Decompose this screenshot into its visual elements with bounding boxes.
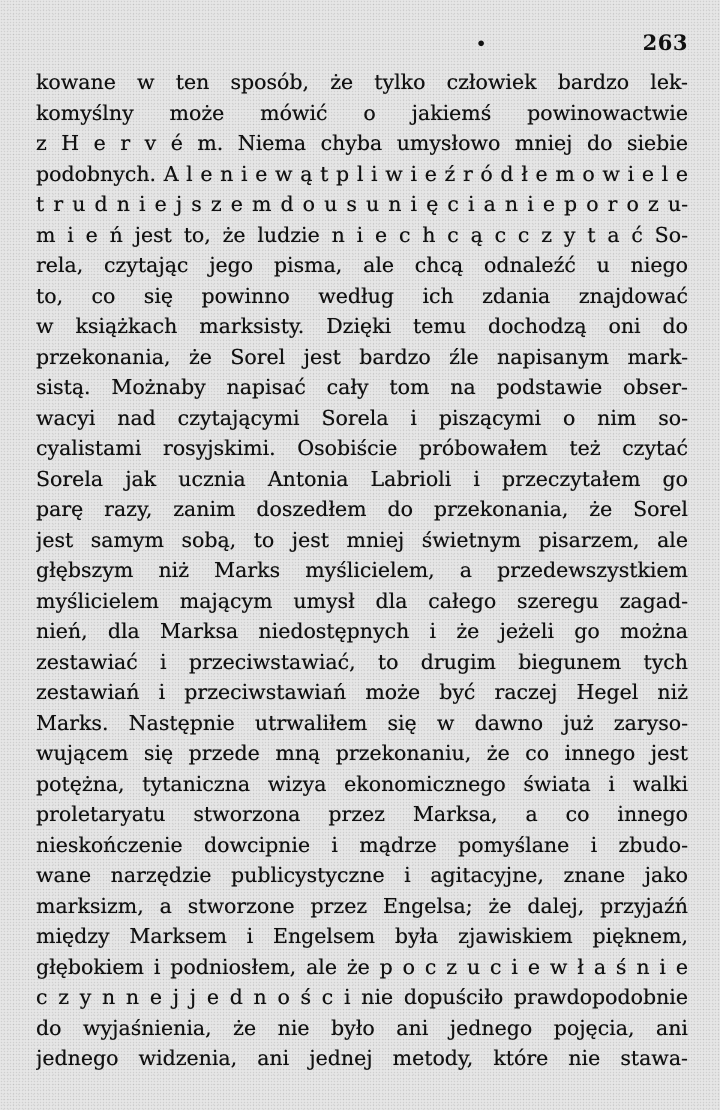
text-line: nieskończenie dowcipnie i mądrze pomyślane i zbudo- (36, 832, 688, 857)
text-line: przekonania, że Sorel jest bardzo źle napisanym mark- (36, 344, 688, 369)
text-line: cyalistami rosyjskimi. Osobiście próbowałem też czytać (36, 436, 688, 460)
text-line: z H e r v é m. Niema chyba umysłowo mniej do siebie (36, 131, 688, 155)
text-line: rela, czytając jego pisma, ale chcą odnaleźć u niego (36, 253, 688, 277)
text-line: c z y n n e j j e d n o ś c i nie dopuściło prawdopodobnie (36, 985, 688, 1009)
page-header (36, 30, 688, 60)
text-line: m i e ń jest to, że ludzie n i e c h c ą c c z y t a ć So- (36, 222, 688, 247)
text-line: wującem się przede mną przekonaniu, że co innego jest (36, 741, 688, 765)
text-line: Sorela jak ucznia Antonia Labrioli i przeczytałem go (36, 466, 688, 491)
text-line: między Marksem i Engelsem była zjawiskiem pięknem, (36, 924, 688, 948)
header-mark: • (476, 34, 487, 53)
text-line: w książkach marksisty. Dzięki temu dochodzą oni do (36, 314, 688, 338)
text-line: Marks. Następnie utrwaliłem się w dawno już zaryso- (36, 710, 688, 735)
text-line: sistą. Możnaby napisać cały tom na podstawie obser- (36, 375, 688, 399)
text-line: do wyjaśnienia, że nie było ani jednego pojęcia, ani (36, 1015, 688, 1040)
text-line: wane narzędzie publicystyczne i agitacyjne, znane jako (36, 863, 688, 887)
text-line: jest samym sobą, to jest mniej świetnym pisarzem, ale (36, 527, 688, 552)
body-text (36, 67, 688, 1074)
text-line: wacyi nad czytającymi Sorela i piszącymi o nim so- (36, 405, 688, 430)
text-line: jednego widzenia, ani jednej metody, które nie stawa- (36, 1046, 688, 1070)
text-line: podobnych. A l e n i e w ą t p l i w i e ź r ó d ł e m o w i e l e (36, 161, 688, 186)
text-line: głębszym niż Marks myślicielem, a przedewszystkiem (36, 558, 688, 582)
text-line: marksizm, a stworzone przez Engelsa; że dalej, przyjaźń (36, 893, 688, 918)
text-line: proletaryatu stworzona przez Marksa, a co innego (36, 802, 688, 826)
page-number: 263 (642, 30, 688, 55)
text-line: t r u d n i e j s z e m d o u s u n i ę c i a n i e p o r o z u- (36, 192, 688, 216)
text-line: myślicielem mającym umysł dla całego szeregu zagad- (36, 588, 688, 613)
text-line: to, co się powinno według ich zdania znajdować (36, 283, 688, 308)
text-line: zestawiać i przeciwstawiać, to drugim biegunem tych (36, 649, 688, 674)
text-line: kowane w ten sposób, że tylko człowiek bardzo lek- (36, 70, 688, 94)
text-line: parę razy, zanim doszedłem do przekonania, że Sorel (36, 497, 688, 521)
text-line: nień, dla Marksa niedostępnych i że jeżeli go można (36, 619, 688, 643)
text-line: potężna, tytaniczna wizya ekonomicznego świata i walki (36, 771, 688, 796)
text-line: komyślny może mówić o jakiemś powinowactwie (36, 100, 688, 125)
text-line: zestawiań i przeciwstawiań może być raczej Hegel niż (36, 680, 688, 704)
text-line: głębokiem i podniosłem, ale że p o c z u c i e w ł a ś n i e (36, 954, 688, 979)
